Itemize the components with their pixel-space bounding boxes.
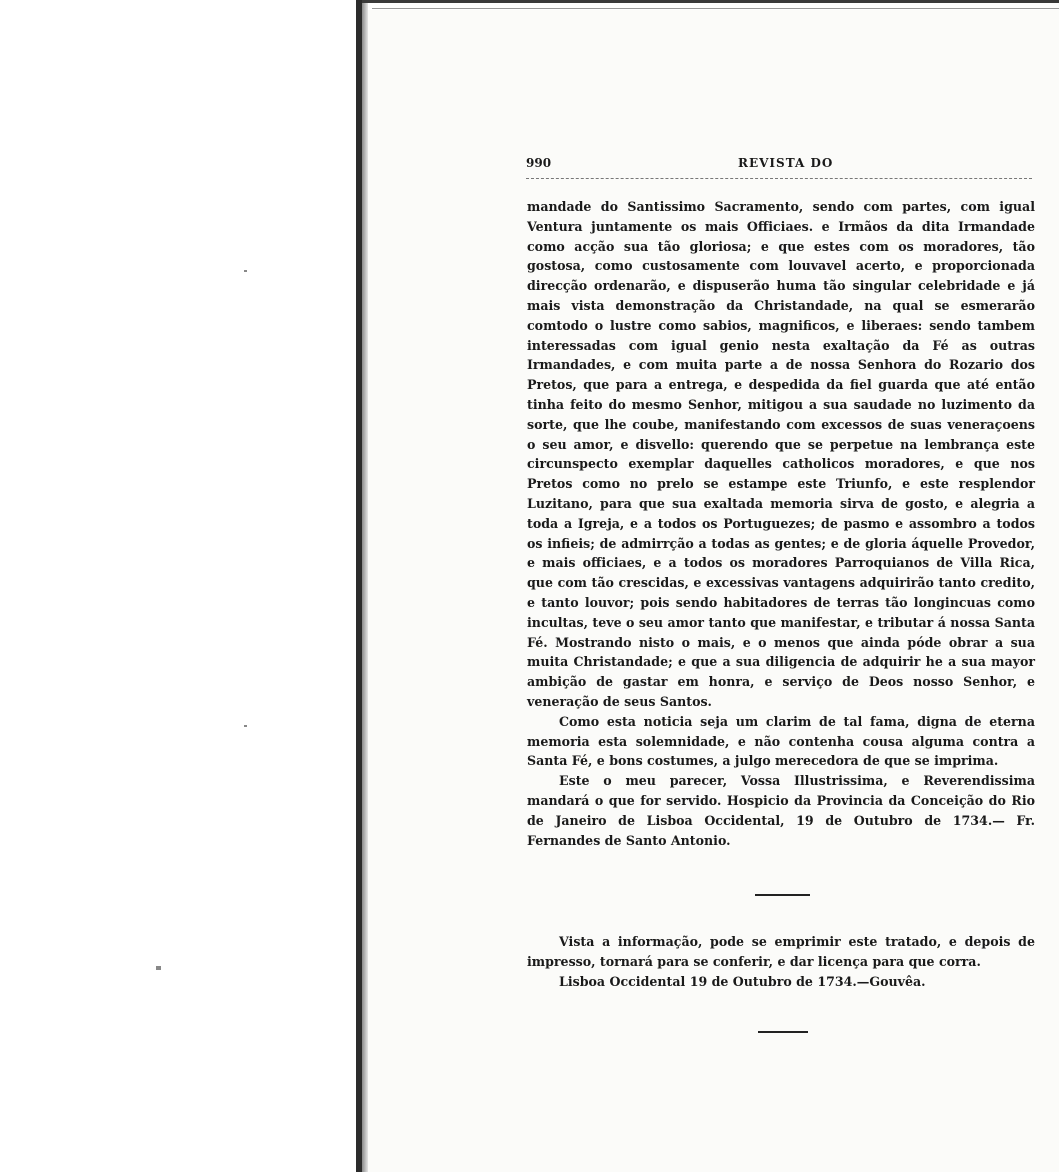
main-text-block bbox=[527, 197, 1035, 850]
paper-speck bbox=[244, 270, 247, 272]
paper-speck bbox=[156, 966, 161, 970]
page-top-edge-line bbox=[372, 8, 1059, 9]
running-title: REVISTA DO bbox=[738, 156, 834, 170]
license-text-block bbox=[527, 932, 1035, 991]
paragraph-opinion: Como esta noticia seja um clarim de tal fama, digna de eterna memoria esta solemnidade, e não contenha cousa alguma contra a Santa Fé, e bons costumes, a julgo merecedora de que se imprima. bbox=[527, 713, 1035, 769]
paper-speck bbox=[244, 725, 247, 727]
left-page-margin bbox=[0, 0, 356, 1172]
section-separator bbox=[755, 894, 810, 896]
paragraph-signature: Este o meu parecer, Vossa Illustrissima, e Reverendissima mandará o que for servido. Hospicio da Provincia da Conceição do Rio de Janeiro de Lisboa Occidental, 19 de Outubro de 1734.— Fr. Fernandes de Santo Antonio. bbox=[527, 773, 1035, 848]
license-paragraph: Vista a informação, pode se emprimir este tratado, e depois de impresso, tornará para se conferir, e dar licença para que corra. bbox=[527, 934, 1035, 969]
page-top-edge bbox=[362, 0, 1059, 3]
license-date-signature: Lisboa Occidental 19 de Outubro de 1734.—Gouvêa. bbox=[559, 973, 926, 989]
header-rule bbox=[526, 178, 1032, 179]
paragraph-continuation: mandade do Santissimo Sacramento, sendo com partes, com igual Ventura juntamente os mais Officiaes. e Irmãos da dita Irmandade como acção sua tão gloriosa; e que estes com os moradores, tão gostosa, como custosamente com louvavel acerto, e proporcionada direcção ordenarão, e dispuserão huma tão singular celebridade e já mais vista demonstração da Christandade, na qual se esmerarão comtodo o lustre como sabios, magnificos, e liberaes: sendo tambem interessadas com igual genio nesta exaltação da Fé as outras Irmandades, e com muita parte a de nossa Senhora do Rozario dos Pretos, que para a entrega, e despedida da fiel guarda que até então tinha feito do mesmo Senhor, mitigou a sua saudade no luzimento da sorte, que lhe coube, manifestando com excessos de suas veneraçoens o seu amor, e disvello: querendo que se perpetue na lembrança este circunspecto exemplar daquelles catholicos moradores, e que nos Pretos como no prelo se estampe este Triunfo, e este resplendor Luzitano, para que sua exaltada memoria sirva de gosto, e alegria a toda a Igreja, e a todos os Portuguezes; de pasmo e assombro a todos os infieis; de admirrção a todas as gentes; e de gloria áquelle Provedor, e mais officiaes, e a todos os moradores Parroquianos de Villa Rica, que com tão crescidas, e excessivas vantagens adquirirão tanto credito, e tanto louvor; pois sendo habitadores de terras tão longincuas como incultas, teve o seu amor tanto que manifestar, e tributar á nossa Santa Fé. Mostrando nisto o mais, e o menos que ainda póde obrar a sua muita Christandade; e que a sua diligencia de adquirir he a sua mayor ambição de gastar em honra, e serviço de Deos nosso Senhor, e veneração de seus Santos. bbox=[527, 199, 1035, 709]
running-header bbox=[526, 156, 1036, 172]
end-separator bbox=[758, 1031, 808, 1033]
page-number: 990 bbox=[526, 156, 552, 170]
